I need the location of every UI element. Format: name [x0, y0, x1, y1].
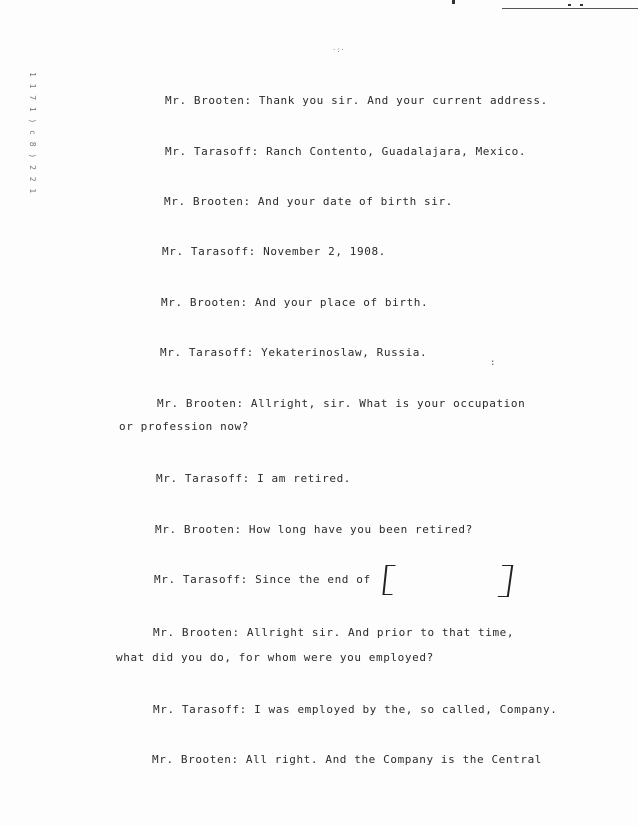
- transcript-line: Mr. Brooten: And your place of birth.: [161, 296, 429, 309]
- redaction-bracket-right: [498, 565, 513, 597]
- stray-mark: :: [490, 358, 496, 368]
- transcript-line: Mr. Tarasoff: Ranch Contento, Guadalajara, Mexico.: [165, 145, 527, 158]
- transcript-line: Mr. Brooten: All right. And the Company is the Central: [152, 753, 543, 766]
- margin-stamp: 1 1 7 1 ) c 8 ) 2 2 1: [28, 72, 37, 195]
- transcript-line: Mr. Tarasoff: I was employed by the, so called, Company.: [153, 703, 558, 716]
- transcript-line: Mr. Tarasoff: Yekaterinoslaw, Russia.: [160, 346, 428, 359]
- transcript-line: Mr. Brooten: Allright sir. And prior to that time,: [153, 626, 515, 639]
- transcript-line: Mr. Brooten: Thank you sir. And your current address.: [165, 94, 548, 107]
- transcript-line: or profession now?: [119, 420, 250, 433]
- top-edge-rule: [502, 8, 638, 9]
- page-center-mark: ·:·: [332, 46, 345, 54]
- top-edge-mark: [452, 0, 455, 4]
- transcript-line: Mr. Tarasoff: I am retired.: [156, 472, 352, 485]
- transcript-line: what did you do, for whom were you employed?: [116, 651, 434, 664]
- transcript-line: Mr. Tarasoff: Since the end of: [154, 573, 371, 586]
- transcript-line: Mr. Tarasoff: November 2, 1908.: [162, 245, 386, 258]
- transcript-line: Mr. Brooten: And your date of birth sir.: [164, 195, 453, 208]
- transcript-line: Mr. Brooten: How long have you been retired?: [155, 523, 473, 536]
- transcript-line: Mr. Brooten: Allright, sir. What is your occupation: [157, 397, 526, 410]
- top-edge-mark: [580, 4, 583, 6]
- redaction-bracket-left: [382, 565, 395, 595]
- top-edge-mark: [568, 4, 571, 6]
